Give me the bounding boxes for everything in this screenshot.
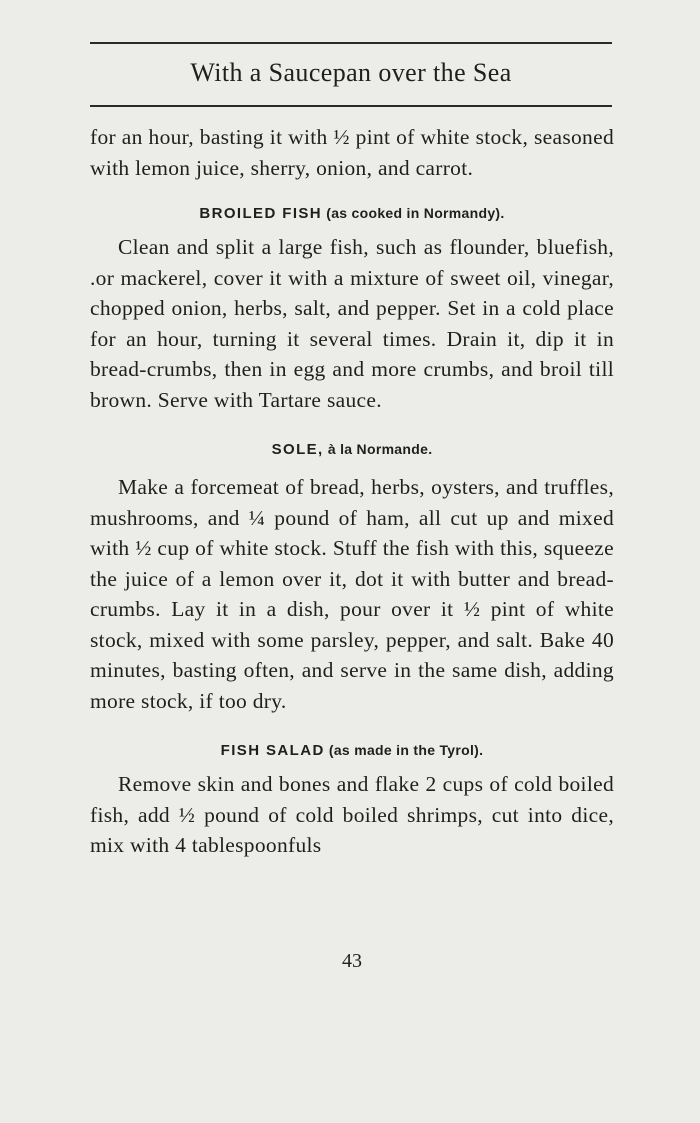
recipe-heading-fish-salad [90, 740, 614, 761]
header-rule-top [90, 42, 612, 44]
page-body [90, 122, 614, 861]
running-head: With a Saucepan over the Sea [190, 58, 512, 87]
continuation-paragraph: for an hour, basting it with ½ pint of white stock, seasoned with lemon juice, sherry, onion, and carrot. [90, 125, 614, 180]
recipe-title: BROILED FISH [199, 205, 323, 222]
recipe-title: SOLE, [271, 441, 324, 458]
recipe-title: FISH SALAD [220, 742, 325, 759]
recipe-heading-sole [90, 439, 614, 460]
header-rule-bottom [90, 105, 612, 107]
recipe-note: (as cooked in Normandy). [326, 205, 505, 221]
recipe-note: (as made in the Tyrol). [328, 742, 484, 758]
recipe-paragraph-fish-salad: Remove skin and bones and flake 2 cups of cold boiled fish, add ½ pound of cold boiled shrimps, cut into dice, mix with 4 tablespoonfuls [90, 772, 614, 857]
recipe-paragraph-sole: Make a forcemeat of bread, herbs, oysters, and truffles, mushrooms, and ¼ pound of ham, all cut up and mixed with ½ cup of white stock. Stuff the fish with this, squeeze the juice of a lemon over it, dot it with butter and bread-crumbs. Lay it in a dish, pour over it ½ pint of white stock, mixed with some parsley, pepper, and salt. Bake 40 minutes, basting often, and serve in the same dish, adding more stock, if too dry. [90, 475, 614, 713]
recipe-heading-broiled-fish [90, 203, 614, 224]
recipe-note: à la Normande. [327, 441, 433, 457]
recipe-paragraph-broiled-fish: Clean and split a large fish, such as flounder, bluefish, .or mackerel, cover it with a mixture of sweet oil, vinegar, chopped onion, herbs, salt, and pepper. Set in a cold place for an hour, turning it several times. Drain it, dip it in bread-crumbs, then in egg and more crumbs, and broil till brown. Serve with Tartare sauce. [90, 235, 614, 412]
page-number: 43 [342, 950, 362, 972]
